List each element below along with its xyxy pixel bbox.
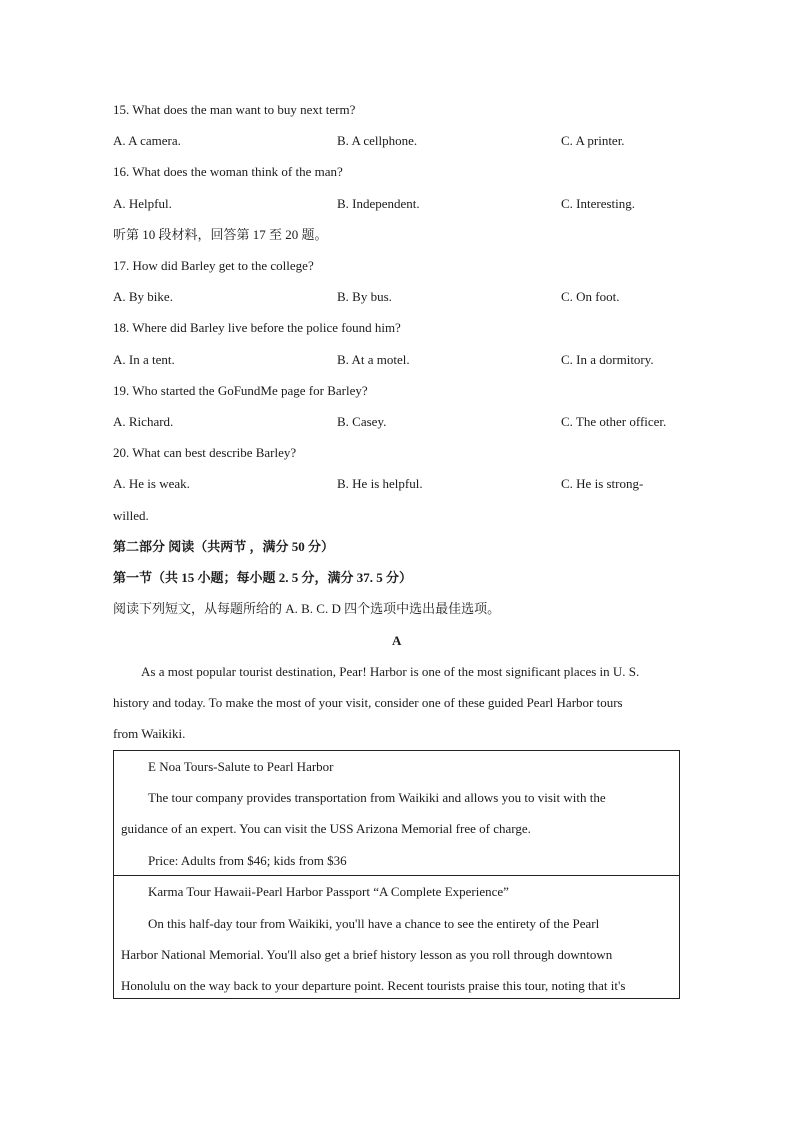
question-16-option-c: C. Interesting.: [561, 196, 636, 211]
tour-1-name: E Noa Tours-Salute to Pearl Harbor: [148, 759, 334, 774]
question-17-stem: 17. How did Barley get to the college?: [113, 258, 314, 273]
tour-2-line-3: Honolulu on the way back to your departure point. Recent tourists praise this tour, noting that it's: [121, 978, 626, 993]
question-20-stem: 20. What can best describe Barley?: [113, 445, 297, 460]
passage-intro-line-1: As a most popular tourist destination, Pear! Harbor is one of the most significant places in U. S.: [141, 664, 640, 679]
tour-1-line-1: The tour company provides transportation from Waikiki and allows you to visit with the: [148, 790, 606, 805]
question-15-option-b: B. A cellphone.: [337, 133, 418, 148]
question-18-option-b: B. At a motel.: [337, 352, 410, 367]
question-19-option-b: B. Casey.: [337, 414, 387, 429]
question-17-option-c: C. On foot.: [561, 289, 620, 304]
passage-intro-line-3: from Waikiki.: [113, 726, 186, 741]
question-18-option-a: A. In a tent.: [113, 352, 175, 367]
tour-1-line-2: guidance of an expert. You can visit the USS Arizona Memorial free of charge.: [121, 821, 531, 836]
reading-instruction: 阅读下列短文，从每题所给的 A. B. C. D 四个选项中选出最佳选项。: [113, 601, 501, 616]
question-19-option-c: C. The other officer.: [561, 414, 667, 429]
question-16-option-a: A. Helpful.: [113, 196, 172, 211]
question-19-option-a: A. Richard.: [113, 414, 174, 429]
passage-intro-line-2: history and today. To make the most of your visit, consider one of these guided Pearl Harbor tours: [113, 695, 623, 710]
question-15-option-a: A. A camera.: [113, 133, 181, 148]
part-two-title: 第二部分 阅读（共两节 ，满分 50 分）: [113, 539, 335, 554]
question-20-option-b: B. He is helpful.: [337, 476, 423, 491]
question-19-stem: 19. Who started the GoFundMe page for Barley?: [113, 383, 368, 398]
question-18-stem: 18. Where did Barley live before the police found him?: [113, 320, 401, 335]
question-17-option-a: A. By bike.: [113, 289, 173, 304]
tour-2-name: Karma Tour Hawaii-Pearl Harbor Passport “A Complete Experience”: [148, 884, 509, 899]
question-20-option-c-continuation: willed.: [113, 508, 149, 523]
tours-table: [113, 750, 680, 999]
question-20-option-c: C. He is strong-: [561, 476, 644, 491]
question-16-option-b: B. Independent.: [337, 196, 420, 211]
question-15-option-c: C. A printer.: [561, 133, 625, 148]
listening-instruction: 听第 10 段材料，回答第 17 至 20 题。: [113, 227, 328, 242]
question-18-option-c: C. In a dormitory.: [561, 352, 654, 367]
passage-label: A: [392, 633, 402, 648]
question-15-stem: 15. What does the man want to buy next term?: [113, 102, 356, 117]
section-one-title: 第一节（共 15 小题；每小题 2. 5 分，满分 37. 5 分）: [113, 570, 413, 585]
question-20-option-a: A. He is weak.: [113, 476, 190, 491]
tour-2-line-2: Harbor National Memorial. You'll also get a brief history lesson as you roll through downtown: [121, 947, 613, 962]
tour-1-price: Price: Adults from $46; kids from $36: [148, 853, 347, 868]
question-16-stem: 16. What does the woman think of the man?: [113, 164, 343, 179]
question-17-option-b: B. By bus.: [337, 289, 392, 304]
table-row-divider: [114, 875, 679, 876]
tour-2-line-1: On this half-day tour from Waikiki, you'll have a chance to see the entirety of the Pearl: [148, 916, 600, 931]
